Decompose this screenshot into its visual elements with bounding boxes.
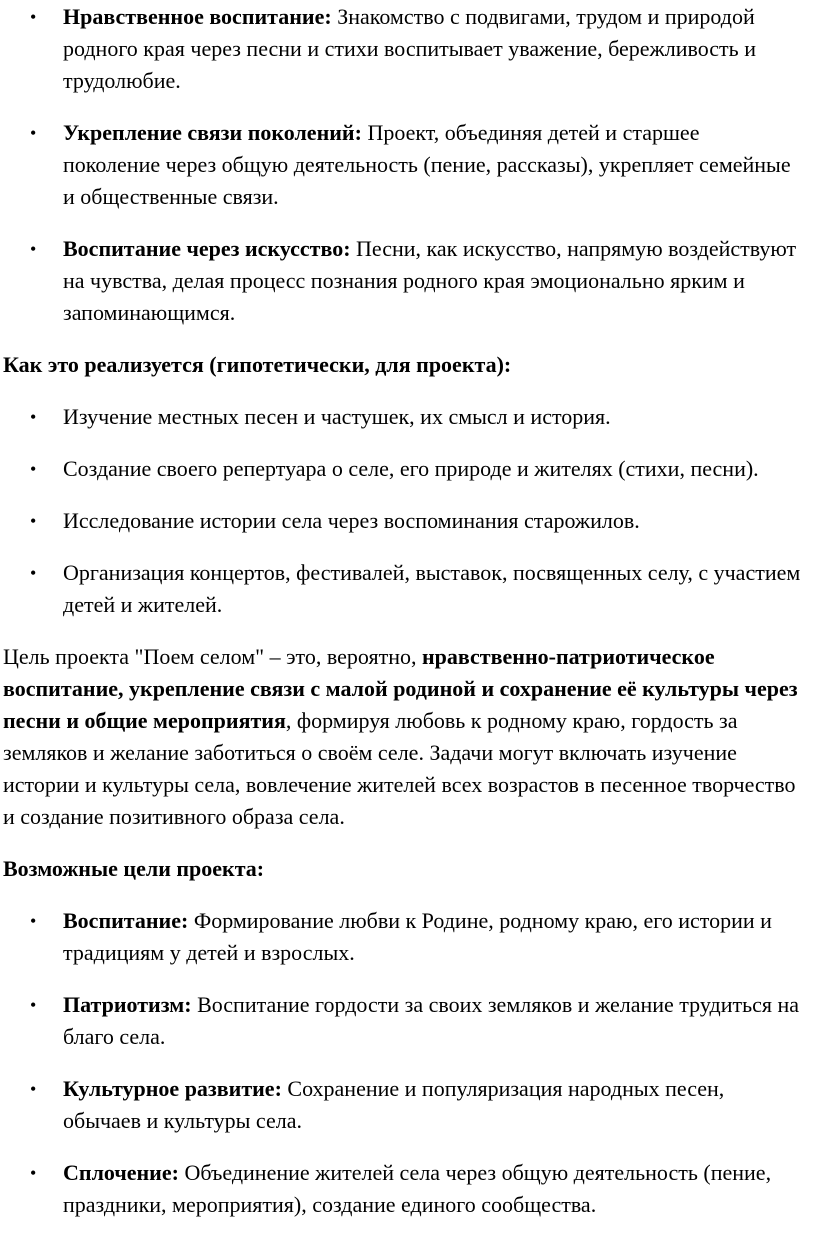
section-heading: Возможные цели проекта: — [3, 856, 265, 881]
item-text: Объединение жителей села через общую деятельность (пение, праздники, мероприятия), создание единого сообщества. — [63, 1160, 772, 1217]
list-item — [0, 1, 816, 97]
item-label: Воспитание: — [63, 908, 189, 933]
list-item — [0, 233, 816, 329]
list-item — [0, 1157, 816, 1221]
list-item — [0, 117, 816, 213]
spacer — [0, 1137, 816, 1157]
goal-paragraph — [0, 641, 816, 833]
item-text: Сохранение и популяризация народных песен, обычаев и культуры села. — [63, 1076, 725, 1133]
section-heading: Как это реализуется (гипотетически, для проекта): — [3, 352, 512, 377]
paragraph-text: , формируя любовь к родному краю, гордость за земляков и желание заботиться о своём селе. Задачи могут включать изучение истории и культуры села, вовлечение жителей всех возрастов в песенное творчество и создание позитивного образа села. — [3, 708, 796, 829]
list-item: • Организация концертов, фестивалей, выставок, посвященных селу, с участием детей и жителей. — [0, 557, 816, 621]
list-item: • Изучение местных песен и частушек, их смысл и история. — [0, 401, 816, 433]
item-text: Воспитание гордости за своих земляков и желание трудиться на благо села. — [63, 992, 800, 1049]
list-item — [0, 905, 816, 969]
implementation-list — [0, 401, 816, 621]
item-text: Знакомство с подвигами, трудом и природой родного края через песни и стихи воспитывает уважение, бережливость и трудолюбие. — [63, 4, 756, 93]
spacer — [0, 433, 816, 453]
list-item — [0, 989, 816, 1053]
spacer — [0, 485, 816, 505]
item-label: Сплочение: — [63, 1160, 179, 1185]
values-list — [0, 1, 816, 329]
item-label: Патриотизм: — [63, 992, 192, 1017]
item-text: Формирование любви к Родине, родному краю, его истории и традициям у детей и взрослых. — [63, 908, 772, 965]
list-item: • Исследование истории села через воспоминания старожилов. — [0, 505, 816, 537]
item-label: Укрепление связи поколений: — [63, 120, 362, 145]
item-label: Воспитание через искусство: — [63, 236, 351, 261]
item-text: Песни, как искусство, напрямую воздействуют на чувства, делая процесс познания родного края эмоционально ярким и запоминающимся. — [63, 236, 797, 325]
spacer — [0, 213, 816, 233]
spacer — [0, 1053, 816, 1073]
spacer — [0, 97, 816, 117]
item-text: Проект, объединяя детей и старшее поколение через общую деятельность (пение, рассказы), укрепляет семейные и общественные связи. — [63, 120, 791, 209]
list-item: • Создание своего репертуара о селе, его природе и жителях (стихи, песни). — [0, 453, 816, 485]
item-label: Нравственное воспитание: — [63, 4, 332, 29]
paragraph-text: Цель проекта "Поем селом" – это, вероятно, — [3, 644, 422, 669]
item-label: Культурное развитие: — [63, 1076, 282, 1101]
spacer — [0, 537, 816, 557]
paragraph-bold: нравственно-патриотическое воспитание, укрепление связи с малой родиной и сохранение её культуры через песни и общие мероприятия — [3, 644, 798, 733]
list-item — [0, 1073, 816, 1137]
spacer — [0, 969, 816, 989]
goals-list — [0, 905, 816, 1221]
